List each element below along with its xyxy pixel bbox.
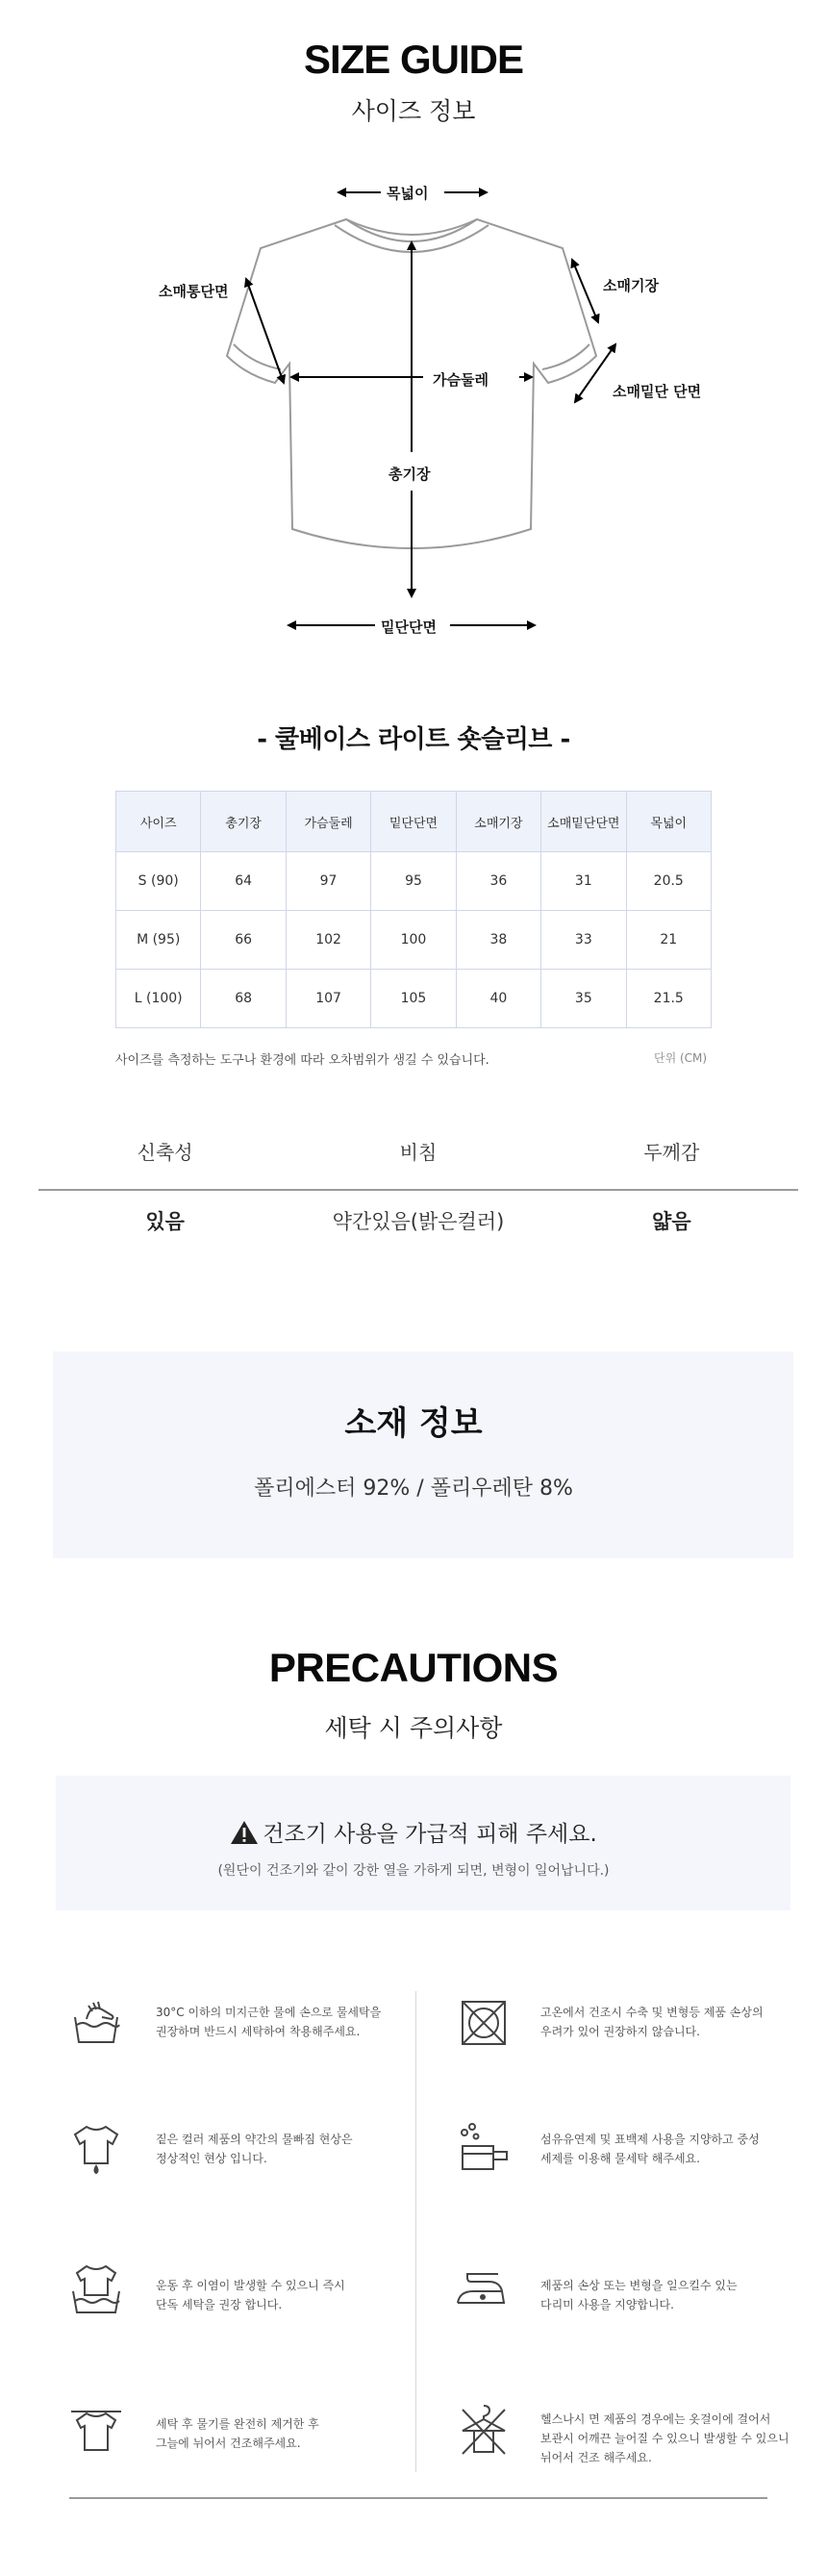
table-cell: S (90) bbox=[116, 852, 201, 911]
table-header: 소매기장 bbox=[456, 792, 540, 852]
care-text-hand-wash: 30°C 이하의 미지근한 물에 손으로 물세탁을 권장하며 반드시 세탁하여 착용해주세요. bbox=[156, 2006, 382, 2038]
label-sleeve-length: 소매기장 bbox=[603, 277, 659, 294]
table-row bbox=[116, 970, 712, 1028]
property-header-stretch: 신축성 bbox=[137, 1141, 193, 1164]
care-text-detergent: 섬유유연제 및 표백제 사용을 지양하고 중성 세제를 이용해 물세탁 해주세요. bbox=[540, 2133, 760, 2165]
warning-message bbox=[0, 1816, 827, 1848]
care-text-iron-low: 제품의 손상 또는 변형을 일으킬수 있는 다리미 사용을 지양합니다. bbox=[540, 2279, 738, 2311]
table-header: 사이즈 bbox=[116, 792, 201, 852]
measurement-note: 사이즈를 측정하는 도구나 환경에 따라 오차범위가 생길 수 있습니다. bbox=[115, 1053, 489, 1068]
property-value-sheerness: 약간있음(밝은컬러) bbox=[332, 1210, 505, 1233]
unit-label: 단위 (CM) bbox=[654, 1051, 708, 1065]
warning-detail: (원단이 건조기와 같이 강한 열을 가하게 되면, 변형이 일어납니다.) bbox=[217, 1863, 610, 1879]
table-cell: 102 bbox=[286, 911, 370, 970]
label-chest: 가슴둘레 bbox=[433, 371, 489, 389]
table-cell: L (100) bbox=[116, 970, 201, 1028]
warning-icon bbox=[230, 1820, 259, 1845]
table-cell: 33 bbox=[541, 911, 626, 970]
color-bleed-shirt-icon bbox=[69, 2121, 123, 2175]
table-cell: 40 bbox=[456, 970, 540, 1028]
table-cell: M (95) bbox=[116, 911, 201, 970]
table-cell: 20.5 bbox=[626, 852, 711, 911]
label-neck: 목넓이 bbox=[387, 185, 429, 202]
table-cell: 21.5 bbox=[626, 970, 711, 1028]
table-header: 밑단단면 bbox=[371, 792, 456, 852]
warning-main-text: 건조기 사용을 가급적 피해 주세요. bbox=[263, 1822, 597, 1847]
table-cell: 35 bbox=[541, 970, 626, 1028]
table-cell: 64 bbox=[201, 852, 286, 911]
property-value-thickness: 얇음 bbox=[652, 1210, 691, 1233]
table-cell: 95 bbox=[371, 852, 456, 911]
fabric-properties bbox=[38, 1135, 798, 1249]
label-length: 총기장 bbox=[388, 466, 431, 483]
no-hanging-icon bbox=[457, 2402, 511, 2456]
product-title: - 쿨베이스 라이트 숏슬리브 - bbox=[257, 725, 570, 754]
hand-wash-icon bbox=[69, 1996, 123, 2050]
table-cell: 36 bbox=[456, 852, 540, 911]
care-text-separate-wash: 운동 후 이염이 발생할 수 있으니 즉시 단독 세탁을 권장 합니다. bbox=[156, 2279, 345, 2311]
sleeve-width-arrow bbox=[246, 279, 284, 383]
table-cell: 68 bbox=[201, 970, 286, 1028]
care-text-line-dry: 세탁 후 물기를 완전히 제거한 후 그늘에 뉘어서 건조해주세요. bbox=[156, 2417, 319, 2450]
label-sleeve-hem: 소매밑단 단면 bbox=[613, 383, 702, 400]
property-values bbox=[38, 1191, 798, 1249]
separate-wash-icon bbox=[69, 2262, 123, 2316]
table-header: 목넓이 bbox=[626, 792, 711, 852]
care-text-color-bleed: 짙은 컬러 제품의 약간의 물빠짐 현상은 정상적인 현상 입니다. bbox=[156, 2133, 353, 2165]
table-cell: 105 bbox=[371, 970, 456, 1028]
table-header: 가슴둘레 bbox=[286, 792, 370, 852]
detergent-icon bbox=[457, 2121, 511, 2175]
material-title: 소재 정보 bbox=[344, 1404, 483, 1443]
size-guide-title: SIZE GUIDE bbox=[303, 37, 524, 82]
care-text-no-tumble-dry: 고온에서 건조시 수축 및 변형등 제품 손상의 우려가 있어 권장하지 않습니다. bbox=[540, 2006, 764, 2038]
precautions-title: PRECAUTIONS bbox=[268, 1645, 559, 1690]
property-headers bbox=[38, 1135, 798, 1189]
care-column-divider bbox=[415, 1991, 416, 2472]
property-header-sheerness: 비침 bbox=[399, 1141, 438, 1164]
table-row bbox=[116, 852, 712, 911]
property-header-thickness: 두께감 bbox=[643, 1141, 700, 1164]
tshirt-measurement-diagram bbox=[0, 164, 827, 654]
table-cell: 107 bbox=[286, 970, 370, 1028]
label-hem: 밑단단면 bbox=[381, 619, 437, 636]
table-cell: 38 bbox=[456, 911, 540, 970]
table-cell: 21 bbox=[626, 911, 711, 970]
table-cell: 31 bbox=[541, 852, 626, 911]
bottom-divider bbox=[69, 2497, 767, 2499]
size-table-header-row bbox=[116, 792, 712, 852]
table-cell: 97 bbox=[286, 852, 370, 911]
size-table bbox=[115, 791, 712, 1028]
no-tumble-dry-icon bbox=[457, 1996, 511, 2050]
table-cell: 66 bbox=[201, 911, 286, 970]
precautions-subtitle: 세탁 시 주의사항 bbox=[324, 1714, 503, 1742]
property-value-stretch: 있음 bbox=[145, 1210, 185, 1233]
table-header: 소매밑단단면 bbox=[541, 792, 626, 852]
line-dry-icon bbox=[69, 2402, 123, 2456]
care-text-no-hanging: 헬스나시 면 제품의 경우에는 옷걸이에 걸어서 보관시 어깨끈 늘어질 수 있으니 발생할 수 있으니 뉘어서 건조 해주세요. bbox=[540, 2412, 789, 2464]
table-header: 총기장 bbox=[201, 792, 286, 852]
material-composition: 폴리에스터 92% / 폴리우레탄 8% bbox=[254, 1477, 573, 1501]
table-row bbox=[116, 911, 712, 970]
size-guide-subtitle: 사이즈 정보 bbox=[351, 97, 476, 125]
table-cell: 100 bbox=[371, 911, 456, 970]
iron-low-icon bbox=[454, 2262, 508, 2316]
material-panel bbox=[53, 1351, 793, 1558]
label-sleeve-width: 소매통단면 bbox=[159, 283, 229, 300]
